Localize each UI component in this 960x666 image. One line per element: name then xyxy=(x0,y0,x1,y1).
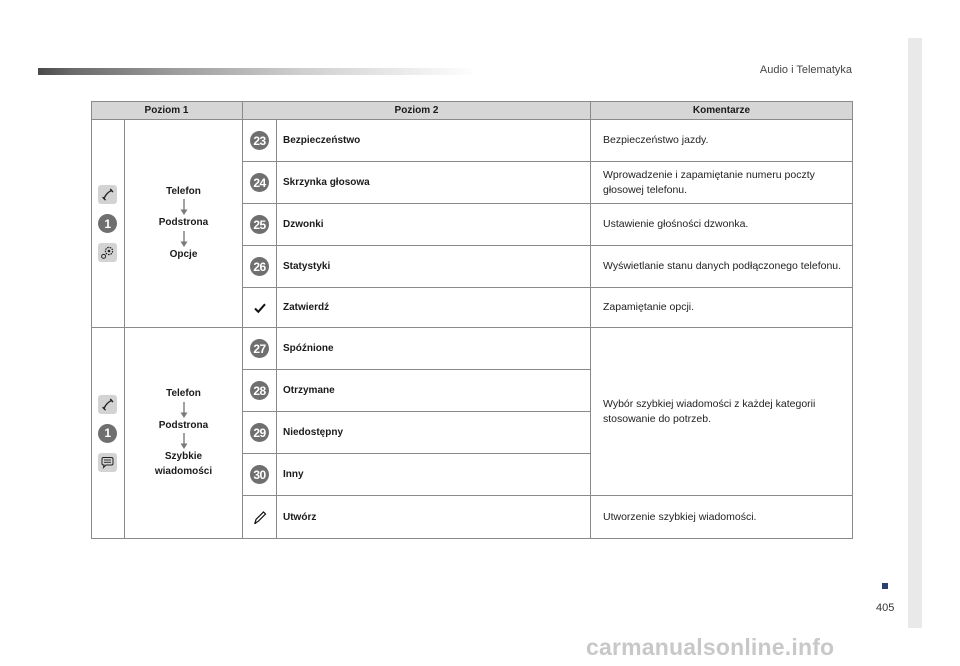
col-header-poziom1: Poziom 1 xyxy=(91,101,243,120)
comment-cell: Wprowadzenie i zapamiętanie numeru poczty głosowej telefonu. xyxy=(591,162,853,204)
page-marker xyxy=(882,583,888,589)
col-header-poziom2: Poziom 2 xyxy=(243,101,591,120)
number-badge: 29 xyxy=(250,423,269,442)
nav-telefon: Telefon xyxy=(166,388,201,399)
settings-gear-icon xyxy=(98,243,117,262)
col-header-komentarze: Komentarze xyxy=(591,101,853,120)
row-number-cell xyxy=(243,120,277,162)
options-table xyxy=(91,101,853,539)
phone-icon xyxy=(98,185,117,204)
level2-label: Spóźnione xyxy=(277,328,591,370)
level2-label: Statystyki xyxy=(277,246,591,288)
row-number-cell xyxy=(243,370,277,412)
message-bubble-icon xyxy=(98,453,117,472)
row-number-cell xyxy=(243,246,277,288)
header-gradient-bar xyxy=(38,68,478,75)
row-number-cell xyxy=(243,328,277,370)
phone-icon xyxy=(98,395,117,414)
level2-label: Inny xyxy=(277,454,591,496)
group1-icon-column xyxy=(91,120,125,328)
shared-comment-cell: Wybór szybkiej wiadomości z każdej kategorii stosowanie do potrzeb. xyxy=(591,328,853,496)
nav-opcje: Opcje xyxy=(169,248,198,260)
row-icon-cell xyxy=(243,288,277,328)
group1-nav-path xyxy=(125,120,243,328)
level2-label: Niedostępny xyxy=(277,412,591,454)
row-number-cell xyxy=(243,412,277,454)
comment-cell: Wyświetlanie stanu danych podłączonego telefonu. xyxy=(591,246,853,288)
row-icon-cell xyxy=(243,496,277,539)
comment-cell: Bezpieczeństwo jazdy. xyxy=(591,120,853,162)
number-badge: 28 xyxy=(250,381,269,400)
number-badge: 24 xyxy=(250,173,269,192)
level2-label: Dzwonki xyxy=(277,204,591,246)
number-badge: 30 xyxy=(250,465,269,484)
number-badge: 23 xyxy=(250,131,269,150)
nav-podstrona: Podstrona xyxy=(158,419,209,431)
level2-label: Skrzynka głosowa xyxy=(277,162,591,204)
group2-nav-path xyxy=(125,328,243,539)
number-badge: 25 xyxy=(250,215,269,234)
row-number-cell xyxy=(243,204,277,246)
comment-cell: Utworzenie szybkiej wiadomości. xyxy=(591,496,853,539)
level2-label: Bezpieczeństwo xyxy=(277,120,591,162)
level2-label: Zatwierdź xyxy=(277,288,591,328)
watermark: carmanualsonline.info xyxy=(586,634,835,660)
row-number-cell xyxy=(243,162,277,204)
page-number: 405 xyxy=(876,602,895,614)
level2-label: Otrzymane xyxy=(277,370,591,412)
section-title: Audio i Telematyka xyxy=(759,64,852,76)
arrow-down-icon xyxy=(179,402,189,419)
comment-cell: Zapamiętanie opcji. xyxy=(591,288,853,328)
row-number-cell xyxy=(243,454,277,496)
level1-badge: 1 xyxy=(98,424,117,443)
level2-label: Utwórz xyxy=(277,496,591,539)
arrow-down-icon xyxy=(179,199,189,216)
comment-cell: Ustawienie głośności dzwonka. xyxy=(591,204,853,246)
group2-icon-column xyxy=(91,328,125,539)
number-badge: 27 xyxy=(250,339,269,358)
arrow-down-icon xyxy=(179,231,189,248)
number-badge: 26 xyxy=(250,257,269,276)
checkmark-icon xyxy=(254,303,266,313)
pencil-icon xyxy=(253,510,267,525)
nav-telefon: Telefon xyxy=(166,185,201,197)
side-strip xyxy=(908,38,922,628)
nav-podstrona: Podstrona xyxy=(158,217,209,229)
nav-szybkie-wiadomosci: Szybkie wiadomości xyxy=(154,451,213,477)
arrow-down-icon xyxy=(179,433,189,450)
level1-badge: 1 xyxy=(98,214,117,233)
